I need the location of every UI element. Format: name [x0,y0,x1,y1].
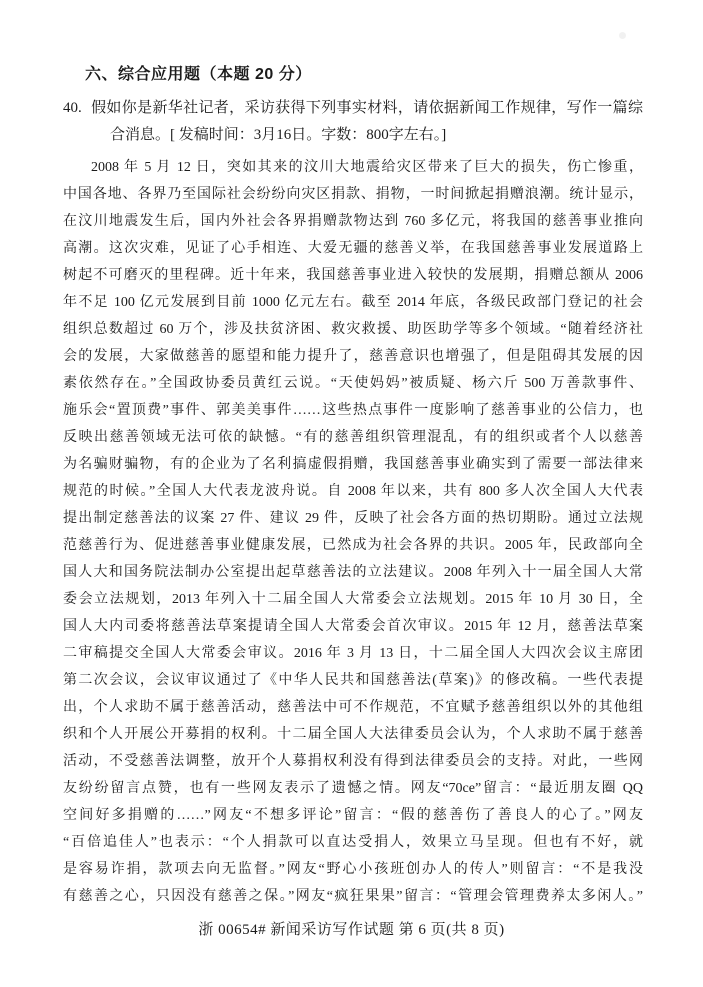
question-line-2: 合消息。[ 发稿时间：3月16日。字数：800字左右。] [110,127,447,143]
section-heading: 六、综合应用题（本题 20 分） [85,66,312,83]
body-line: 织和个人开展公开募捐的权利。十二届全国人大法律委员会认为，个人求助不属于慈善 [63,727,643,742]
body-line: 年不足 100 亿元发展到目前 1000 亿元左右。截至 2014 年底，各级民政部门登记的社会 [63,295,643,310]
page-footer: 浙 00654# 新闻采访写作试题 第 6 页(共 8 页) [198,922,505,938]
body-line: 范慈善行为、促进慈善事业健康发展，已然成为社会各界的共识。2005 年，民政部向全 [63,538,643,553]
question-line-1 [63,95,643,122]
body-line: 施乐会“置顶费”事件、郭美美事件……这些热点事件一度影响了慈善事业的公信力，也 [63,403,643,418]
body-line: 素依然存在。”全国政协委员黄红云说。“天使妈妈”被质疑、杨六斤 500 万善款事件、 [63,376,643,391]
question-material-paragraph [63,154,643,910]
body-line: 活动，不受慈善法调整，放开个人募捐权利没有得到法律委员会的支持。对此，一些网 [63,754,643,769]
body-line: 二审稿提交全国人大常委会审议。2016 年 3 月 13 日，十二届全国人大四次会议主席团 [63,646,643,661]
body-line: 2008 年 5 月 12 日，突如其来的汶川大地震给灾区带来了巨大的损失，伤亡惨重， [91,160,643,175]
body-line: 空间好多捐赠的……”网友“不想多评论”留言：“假的慈善伤了善良人的心了。”网友 [63,808,643,823]
body-line: 是容易诈捐，款项去向无监督。”网友“野心小孩班创办人的传人”则留言：“不是我没 [63,862,643,877]
body-line: 中国各地、各界乃至国际社会纷纷向灾区捐款、捐物，一时间掀起捐赠浪潮。统计显示， [63,187,643,202]
body-line: 会的发展，大家做慈善的愿望和能力提升了，慈善意识也增强了，但是阻碍其发展的因 [63,349,643,364]
body-line: 反映出慈善领域无法可依的缺憾。“有的慈善组织管理混乱，有的组织或者个人以慈善 [63,430,643,445]
page-content [63,64,643,910]
body-line: 委会立法规划，2013 年列入十二届全国人大常委会立法规划。2015 年 10 月 30 日，全 [63,592,643,607]
body-line: “百倍追佳人”也表示：“个人捐款可以直达受捐人，效果立马呈现。但也有不好，就 [63,835,643,850]
body-line: 为名骗财骗物，有的企业为了名利搞虚假捐赠，我国慈善事业确实到了需要一部法律来 [63,457,643,472]
body-line: 在汶川地震发生后，国内外社会各界捐赠款物达到 760 多亿元，将我国的慈善事业推向 [63,214,643,229]
body-line: 有慈善之心，只因没有慈善之保。”网友“疯狂果果”留言：“管理会管理费养太多闲人。” [63,889,643,904]
body-line: 组织总数超过 60 万个，涉及扶贫济困、救灾救援、助医助学等多个领域。“随着经济社 [63,322,643,337]
body-line: 友纷纷留言点赞，也有一些网友表示了遗憾之情。网友“70ce”留言：“最近朋友圈 QQ [63,781,643,796]
question-number: 40. [63,100,82,116]
body-line: 出，个人求助不属于慈善活动，慈善法中可不作规范，不宜赋予慈善组织以外的其他组 [63,700,643,715]
question-40 [63,95,643,149]
body-line: 提出制定慈善法的议案 27 件、建议 29 件，反映了社会各方面的热切期盼。通过立法规 [63,511,643,526]
body-line: 规范的时候。”全国人大代表龙波舟说。自 2008 年以来，共有 800 多人次全国人大代表 [63,484,643,499]
body-line: 树起不可磨灭的里程碑。近十年来，我国慈善事业进入较快的发展期，捐赠总额从 2006 [63,268,643,283]
body-line: 第二次会议，会议审议通过了《中华人民共和国慈善法(草案)》的修改稿。一些代表提 [63,673,643,688]
body-line: 国人大和国务院法制办公室提出起草慈善法的立法建议。2008 年列入十一届全国人大常 [63,565,643,580]
body-line: 高潮。这次灾难，见证了心手相连、大爱无疆的慈善义举，在我国慈善事业发展道路上 [63,241,643,256]
scan-artifact-dot [619,32,626,39]
body-line: 国人大内司委将慈善法草案提请全国人大常委会首次审议。2015 年 12 月，慈善法草案 [63,619,643,634]
question-text: 假如你是新华社记者，采访获得下列事实材料，请依据新闻工作规律，写作一篇综 [90,100,643,116]
